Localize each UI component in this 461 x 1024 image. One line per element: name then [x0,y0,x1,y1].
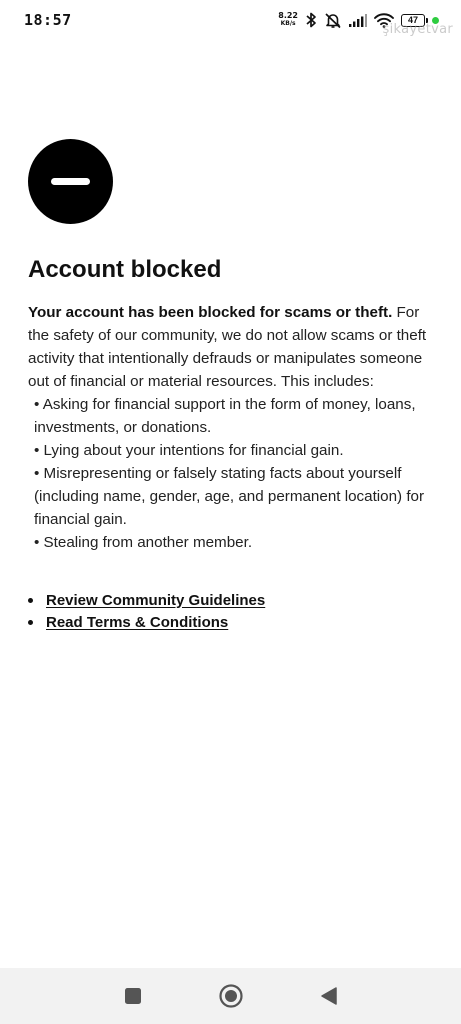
triangle-back-icon [320,986,338,1006]
battery-indicator: 47 [401,14,425,27]
network-speed-value: 8.22 [278,11,298,20]
rule-item: • Stealing from another member. [34,534,253,551]
policy-links [28,589,265,633]
status-bar [0,0,461,40]
network-speed [278,12,298,28]
home-button[interactable] [218,983,244,1009]
circle-home-icon [218,983,244,1009]
square-icon [124,987,142,1005]
minus-circle-icon [28,139,113,224]
bullet-dot [28,620,33,625]
rule-item: • Lying about your intentions for financial gain. [34,442,344,459]
page-title: Account blocked [28,256,222,283]
back-button[interactable] [316,983,342,1009]
review-community-guidelines-link[interactable]: Review Community Guidelines [46,591,266,609]
rule-item: • Asking for financial support in the form of money, loans, investments, or donations. [34,396,416,436]
block-reason-description: For the safety of our community, we do not allow scams or theft activity that intentionally defrauds or manipulates someone out of financial or material resources. This includes: [28,304,427,390]
policy-link-item [28,589,265,611]
rule-item: • Misrepresenting or falsely stating facts about yourself (including name, gender, age, and permanent location) for financial gain. [34,465,425,528]
minus-bar [51,178,90,185]
signal-icon [349,14,367,27]
read-terms-conditions-link[interactable]: Read Terms & Conditions [46,613,229,631]
watermark: şikayetvar [382,22,453,37]
bullet-dot [28,598,33,603]
bell-muted-icon [324,12,342,29]
recents-button[interactable] [120,983,146,1009]
block-reason-lead: Your account has been blocked for scams or theft. [28,304,393,321]
status-time: 18:57 [24,11,72,29]
block-reason-text [28,301,433,554]
bluetooth-icon [305,12,317,28]
network-speed-unit: KB/s [280,20,296,27]
policy-link-item [28,611,265,633]
system-nav-bar [0,968,461,1024]
